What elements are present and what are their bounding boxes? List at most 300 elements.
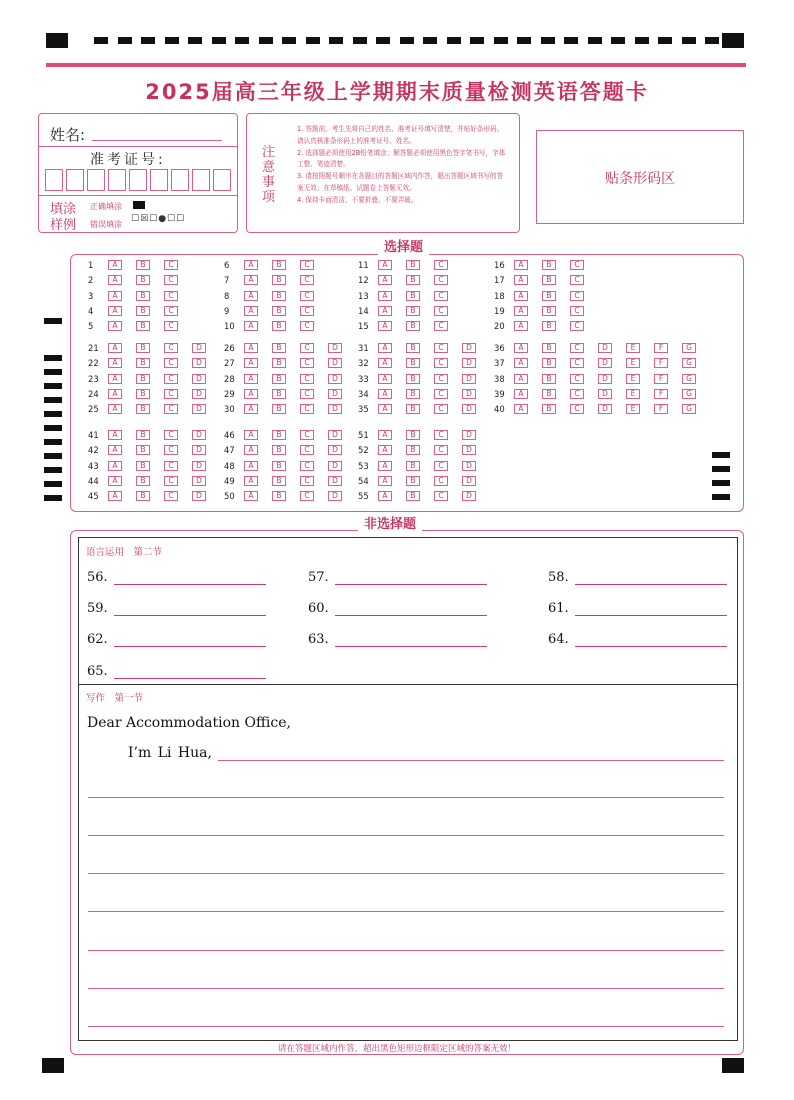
notice-item: 4. 保持卡面清洁，不要折叠、不要弄破。 [297, 195, 418, 204]
answer-bubble[interactable]: B [136, 476, 150, 486]
answer-bubble[interactable]: C [300, 374, 314, 384]
answer-bubble[interactable]: A [378, 291, 392, 301]
answer-bubble[interactable]: C [570, 389, 584, 399]
answer-bubble[interactable]: A [244, 445, 258, 455]
answer-line[interactable] [335, 602, 487, 616]
answer-bubble[interactable]: C [434, 491, 448, 501]
answer-bubble[interactable]: B [542, 321, 556, 331]
answer-row[interactable] [87, 632, 266, 647]
question-number: 26 [224, 343, 235, 353]
answer-line[interactable] [114, 633, 266, 647]
answer-bubble[interactable]: C [164, 343, 178, 353]
answer-bubble[interactable]: A [514, 358, 528, 368]
answer-bubble[interactable]: D [462, 430, 476, 440]
answer-bubble[interactable]: D [192, 404, 206, 414]
answer-bubble[interactable]: A [378, 343, 392, 353]
question-row [494, 373, 710, 385]
answer-bubble[interactable]: B [406, 374, 420, 384]
answer-bubble[interactable]: A [244, 476, 258, 486]
answer-bubble[interactable]: B [406, 461, 420, 471]
answer-row[interactable] [308, 601, 487, 616]
answer-bubble[interactable]: C [164, 430, 178, 440]
answer-bubble[interactable]: B [136, 461, 150, 471]
answer-bubble[interactable]: B [542, 306, 556, 316]
question-row [224, 305, 328, 317]
answer-bubble[interactable]: B [272, 343, 286, 353]
answer-row[interactable] [548, 601, 727, 616]
timing-dash [494, 37, 508, 44]
answer-bubble[interactable]: D [462, 445, 476, 455]
answer-bubble[interactable]: A [378, 491, 392, 501]
answer-bubble[interactable]: B [272, 430, 286, 440]
answer-bubble[interactable]: C [164, 260, 178, 270]
answer-bubble[interactable]: B [542, 343, 556, 353]
answer-bubble[interactable]: D [598, 389, 612, 399]
answer-bubble[interactable]: B [136, 445, 150, 455]
answer-bubble[interactable]: A [244, 430, 258, 440]
answer-bubble[interactable]: C [570, 260, 584, 270]
answer-bubble[interactable]: B [406, 491, 420, 501]
answer-bubble[interactable]: D [598, 374, 612, 384]
answer-bubble[interactable]: D [328, 445, 342, 455]
answer-bubble[interactable]: C [434, 343, 448, 353]
answer-bubble[interactable]: A [514, 374, 528, 384]
answer-bubble[interactable]: A [514, 275, 528, 285]
answer-bubble[interactable]: D [462, 374, 476, 384]
answer-bubble[interactable]: C [434, 291, 448, 301]
answer-bubble[interactable]: B [272, 476, 286, 486]
answer-bubble[interactable]: B [136, 291, 150, 301]
answer-bubble[interactable]: A [378, 321, 392, 331]
answer-number: 60. [308, 601, 329, 616]
id-digit-cell[interactable] [213, 169, 231, 191]
answer-bubble[interactable]: C [164, 476, 178, 486]
answer-bubble[interactable]: A [244, 291, 258, 301]
answer-bubble[interactable]: A [514, 404, 528, 414]
answer-bubble[interactable]: A [378, 461, 392, 471]
answer-bubble[interactable]: B [272, 389, 286, 399]
answer-number: 63. [308, 632, 329, 647]
answer-bubble[interactable]: C [570, 358, 584, 368]
answer-bubble[interactable]: B [542, 374, 556, 384]
answer-bubble[interactable]: A [244, 306, 258, 316]
answer-bubble[interactable]: E [626, 343, 640, 353]
timing-dash [423, 37, 437, 44]
answer-bubble[interactable]: C [434, 374, 448, 384]
answer-bubble[interactable]: C [434, 321, 448, 331]
answer-bubble[interactable]: C [300, 430, 314, 440]
answer-bubble[interactable]: B [272, 306, 286, 316]
writing-line[interactable] [88, 1026, 724, 1027]
answer-bubble[interactable]: B [542, 389, 556, 399]
answer-bubble[interactable]: C [164, 275, 178, 285]
answer-bubble[interactable]: A [108, 445, 122, 455]
id-digit-cell[interactable] [66, 169, 84, 191]
answer-bubble[interactable]: B [272, 358, 286, 368]
answer-bubble[interactable]: E [626, 358, 640, 368]
answer-bubble[interactable]: A [378, 260, 392, 270]
answer-bubble[interactable]: B [406, 476, 420, 486]
answer-row[interactable] [308, 570, 487, 585]
answer-bubble[interactable]: C [300, 275, 314, 285]
answer-bubble[interactable]: C [164, 374, 178, 384]
answer-bubble[interactable]: B [542, 404, 556, 414]
answer-bubble[interactable]: F [654, 374, 668, 384]
answer-bubble[interactable]: G [682, 374, 696, 384]
answer-bubble[interactable]: E [626, 389, 640, 399]
answer-bubble[interactable]: A [244, 275, 258, 285]
timing-dash [400, 37, 414, 44]
answer-bubble[interactable]: A [108, 389, 122, 399]
answer-bubble[interactable]: D [328, 476, 342, 486]
answer-bubble[interactable]: C [164, 461, 178, 471]
answer-bubble[interactable]: B [136, 491, 150, 501]
answer-bubble[interactable]: A [514, 260, 528, 270]
writing-line[interactable] [88, 911, 724, 912]
letter-greeting: Dear Accommodation Office, [87, 715, 291, 731]
answer-bubble[interactable]: C [300, 491, 314, 501]
footer-warning: 请在答题区域内作答，超出黑色矩形边框限定区域的答案无效！ [277, 1044, 516, 1054]
answer-bubble[interactable]: D [192, 358, 206, 368]
answer-bubble[interactable]: C [570, 306, 584, 316]
corner-mark-bottom-left [42, 1058, 64, 1073]
answer-bubble[interactable]: A [244, 358, 258, 368]
answer-bubble[interactable]: A [244, 260, 258, 270]
writing-line[interactable] [88, 988, 724, 989]
answer-bubble[interactable]: C [300, 291, 314, 301]
answer-bubble[interactable]: A [108, 430, 122, 440]
choice-section-label: 选择题 [378, 236, 429, 255]
side-mark [712, 466, 730, 472]
answer-bubble[interactable]: C [164, 358, 178, 368]
corner-mark-bottom-right [722, 1058, 744, 1073]
timing-dash [141, 37, 155, 44]
question-number: 19 [494, 305, 505, 316]
answer-bubble[interactable]: B [542, 291, 556, 301]
id-digit-cell[interactable] [150, 169, 168, 191]
answer-bubble[interactable]: C [434, 275, 448, 285]
id-digit-cell[interactable] [129, 169, 147, 191]
answer-bubble[interactable]: B [136, 430, 150, 440]
answer-bubble[interactable]: C [434, 476, 448, 486]
answer-bubble[interactable]: C [164, 291, 178, 301]
answer-row[interactable] [87, 570, 266, 585]
id-digit-cell[interactable] [171, 169, 189, 191]
answer-bubble[interactable]: A [514, 306, 528, 316]
answer-bubble[interactable]: C [300, 476, 314, 486]
answer-bubble[interactable]: D [598, 404, 612, 414]
answer-bubble[interactable]: B [406, 291, 420, 301]
answer-bubble[interactable]: D [328, 374, 342, 384]
timing-dash [306, 37, 320, 44]
answer-bubble[interactable]: B [136, 389, 150, 399]
answer-bubble[interactable]: D [462, 476, 476, 486]
question-number: 13 [358, 290, 369, 301]
answer-bubble[interactable]: B [542, 358, 556, 368]
question-row [358, 403, 490, 415]
answer-bubble[interactable]: C [300, 445, 314, 455]
answer-bubble[interactable]: D [192, 343, 206, 353]
answer-bubble[interactable]: D [328, 343, 342, 353]
question-row [88, 444, 220, 456]
answer-bubble[interactable]: F [654, 389, 668, 399]
writing-line[interactable] [88, 873, 724, 874]
answer-bubble[interactable]: C [300, 389, 314, 399]
answer-bubble[interactable]: B [272, 260, 286, 270]
answer-bubble[interactable]: A [378, 476, 392, 486]
answer-bubble[interactable]: D [328, 358, 342, 368]
answer-bubble[interactable]: A [108, 491, 122, 501]
answer-bubble[interactable]: A [378, 389, 392, 399]
answer-bubble[interactable]: D [462, 358, 476, 368]
answer-bubble[interactable]: C [434, 306, 448, 316]
answer-bubble[interactable]: C [570, 291, 584, 301]
answer-bubble[interactable]: F [654, 404, 668, 414]
answer-bubble[interactable]: B [136, 306, 150, 316]
answer-bubble[interactable]: G [682, 358, 696, 368]
answer-bubble[interactable]: C [434, 358, 448, 368]
section-divider [78, 684, 738, 685]
answer-line[interactable] [575, 633, 727, 647]
answer-bubble[interactable]: A [514, 343, 528, 353]
answer-bubble[interactable]: D [328, 389, 342, 399]
writing-line[interactable] [88, 835, 724, 836]
answer-bubble[interactable]: C [570, 275, 584, 285]
correct-fill-label: 正确填涂 [90, 202, 122, 211]
answer-bubble[interactable]: D [598, 343, 612, 353]
id-digit-cell[interactable] [192, 169, 210, 191]
answer-bubble[interactable]: A [244, 374, 258, 384]
answer-bubble[interactable]: C [164, 321, 178, 331]
answer-bubble[interactable]: A [108, 321, 122, 331]
answer-bubble[interactable]: A [108, 358, 122, 368]
answer-bubble[interactable]: A [108, 291, 122, 301]
answer-bubble[interactable]: D [462, 491, 476, 501]
id-digit-cell[interactable] [87, 169, 105, 191]
answer-bubble[interactable]: C [434, 461, 448, 471]
answer-bubble[interactable]: B [136, 343, 150, 353]
answer-bubble[interactable]: A [244, 343, 258, 353]
answer-bubble[interactable]: B [272, 321, 286, 331]
question-row [224, 320, 328, 332]
question-row [358, 490, 490, 502]
answer-bubble[interactable]: B [406, 445, 420, 455]
answer-bubble[interactable]: B [406, 389, 420, 399]
answer-bubble[interactable]: C [164, 491, 178, 501]
answer-row[interactable] [548, 570, 727, 585]
letter-opening: I’m Li Hua, [128, 745, 212, 761]
name-field[interactable] [92, 140, 222, 141]
answer-bubble[interactable]: C [300, 461, 314, 471]
answer-bubble[interactable]: C [164, 306, 178, 316]
question-number: 20 [494, 321, 505, 332]
answer-bubble[interactable]: B [406, 306, 420, 316]
answer-bubble[interactable]: B [272, 374, 286, 384]
answer-bubble[interactable]: D [462, 461, 476, 471]
answer-bubble[interactable]: B [542, 275, 556, 285]
answer-bubble[interactable]: B [272, 404, 286, 414]
answer-bubble[interactable]: E [626, 374, 640, 384]
answer-bubble[interactable]: C [570, 321, 584, 331]
answer-bubble[interactable]: B [272, 491, 286, 501]
answer-bubble[interactable]: D [598, 358, 612, 368]
answer-bubble[interactable]: C [434, 430, 448, 440]
answer-bubble[interactable]: C [434, 260, 448, 270]
answer-bubble[interactable]: B [272, 461, 286, 471]
answer-number: 64. [548, 632, 569, 647]
answer-bubble[interactable]: A [244, 321, 258, 331]
answer-bubble[interactable]: B [542, 260, 556, 270]
answer-bubble[interactable]: F [654, 343, 668, 353]
answer-bubble[interactable]: D [328, 430, 342, 440]
answer-bubble[interactable]: B [136, 404, 150, 414]
answer-line[interactable] [575, 571, 727, 585]
answer-bubble[interactable]: C [300, 404, 314, 414]
question-row [224, 460, 356, 472]
answer-bubble[interactable]: G [682, 404, 696, 414]
answer-row[interactable] [548, 632, 727, 647]
answer-bubble[interactable]: B [406, 343, 420, 353]
fill-label-2: 样例 [50, 218, 77, 233]
answer-line[interactable] [114, 665, 266, 679]
id-digit-cell[interactable] [108, 169, 126, 191]
answer-bubble[interactable]: D [192, 430, 206, 440]
answer-bubble[interactable]: F [654, 358, 668, 368]
answer-bubble[interactable]: D [462, 343, 476, 353]
answer-bubble[interactable]: C [164, 445, 178, 455]
question-row [88, 274, 192, 286]
answer-bubble[interactable]: C [570, 404, 584, 414]
answer-bubble[interactable]: B [406, 275, 420, 285]
answer-line[interactable] [575, 602, 727, 616]
answer-bubble[interactable]: B [406, 404, 420, 414]
answer-bubble[interactable]: A [378, 430, 392, 440]
answer-bubble[interactable]: B [406, 321, 420, 331]
answer-bubble[interactable]: B [406, 260, 420, 270]
answer-bubble[interactable]: E [626, 404, 640, 414]
answer-bubble[interactable]: G [682, 389, 696, 399]
answer-bubble[interactable]: C [300, 306, 314, 316]
answer-bubble[interactable]: C [164, 404, 178, 414]
answer-bubble[interactable]: A [514, 321, 528, 331]
answer-row[interactable] [308, 632, 487, 647]
answer-bubble[interactable]: A [108, 275, 122, 285]
answer-bubble[interactable]: C [300, 358, 314, 368]
answer-bubble[interactable]: G [682, 343, 696, 353]
question-number: 44 [88, 475, 99, 486]
answer-bubble[interactable]: B [136, 275, 150, 285]
answer-bubble[interactable]: A [108, 404, 122, 414]
wrong-fill-label: 错误填涂 [90, 220, 122, 229]
id-label: 准考证号: [90, 152, 166, 168]
answer-bubble[interactable]: A [108, 461, 122, 471]
answer-row[interactable] [87, 601, 266, 616]
side-mark [44, 355, 62, 361]
side-mark [44, 411, 62, 417]
answer-bubble[interactable]: A [108, 374, 122, 384]
timing-dash [259, 37, 273, 44]
answer-bubble[interactable]: A [378, 358, 392, 368]
answer-bubble[interactable]: C [570, 343, 584, 353]
question-number: 7 [224, 275, 230, 286]
answer-bubble[interactable]: A [244, 389, 258, 399]
answer-bubble[interactable]: D [462, 389, 476, 399]
answer-bubble[interactable]: A [244, 404, 258, 414]
answer-bubble[interactable]: A [378, 374, 392, 384]
answer-bubble[interactable]: A [244, 491, 258, 501]
answer-bubble[interactable]: D [192, 476, 206, 486]
answer-bubble[interactable]: B [136, 358, 150, 368]
answer-bubble[interactable]: B [406, 358, 420, 368]
answer-bubble[interactable]: A [514, 291, 528, 301]
side-mark [44, 369, 62, 375]
answer-bubble[interactable]: C [570, 374, 584, 384]
answer-bubble[interactable]: B [136, 321, 150, 331]
answer-number: 65. [87, 664, 108, 679]
answer-bubble[interactable]: A [108, 306, 122, 316]
answer-bubble[interactable]: A [244, 461, 258, 471]
answer-bubble[interactable]: D [328, 491, 342, 501]
answer-bubble[interactable]: A [108, 476, 122, 486]
answer-bubble[interactable]: C [164, 389, 178, 399]
answer-bubble[interactable]: D [192, 389, 206, 399]
answer-bubble[interactable]: A [108, 260, 122, 270]
id-digit-cell[interactable] [45, 169, 63, 191]
question-number: 8 [224, 290, 230, 301]
answer-bubble[interactable]: C [434, 445, 448, 455]
answer-bubble[interactable]: A [378, 306, 392, 316]
answer-bubble[interactable]: C [434, 404, 448, 414]
answer-bubble[interactable]: D [328, 461, 342, 471]
answer-bubble[interactable]: D [192, 374, 206, 384]
question-row [224, 444, 356, 456]
question-number: 32 [358, 358, 369, 369]
answer-bubble[interactable]: B [136, 374, 150, 384]
answer-bubble[interactable]: A [514, 389, 528, 399]
writing-line[interactable] [88, 797, 724, 798]
answer-bubble[interactable]: D [328, 404, 342, 414]
answer-bubble[interactable]: D [462, 404, 476, 414]
answer-bubble[interactable]: B [272, 275, 286, 285]
answer-bubble[interactable]: A [378, 445, 392, 455]
answer-line[interactable] [114, 571, 266, 585]
answer-row[interactable] [87, 664, 266, 679]
writing-line-first[interactable] [218, 760, 724, 761]
answer-bubble[interactable]: B [136, 260, 150, 270]
answer-bubble[interactable]: C [300, 321, 314, 331]
answer-bubble[interactable]: C [434, 389, 448, 399]
answer-bubble[interactable]: A [378, 404, 392, 414]
question-row [224, 490, 356, 502]
answer-line[interactable] [114, 602, 266, 616]
answer-bubble[interactable]: D [192, 461, 206, 471]
answer-bubble[interactable]: B [272, 291, 286, 301]
answer-bubble[interactable]: A [378, 275, 392, 285]
answer-bubble[interactable]: A [108, 343, 122, 353]
name-label: 姓名: [50, 126, 86, 144]
answer-line[interactable] [335, 633, 487, 647]
answer-bubble[interactable]: C [300, 260, 314, 270]
writing-line[interactable] [88, 950, 724, 951]
answer-bubble[interactable]: D [192, 491, 206, 501]
question-number: 53 [358, 460, 369, 471]
answer-bubble[interactable]: C [300, 343, 314, 353]
answer-bubble[interactable]: B [272, 445, 286, 455]
question-row [494, 290, 598, 302]
answer-bubble[interactable]: B [406, 430, 420, 440]
answer-bubble[interactable]: D [192, 445, 206, 455]
answer-line[interactable] [335, 571, 487, 585]
